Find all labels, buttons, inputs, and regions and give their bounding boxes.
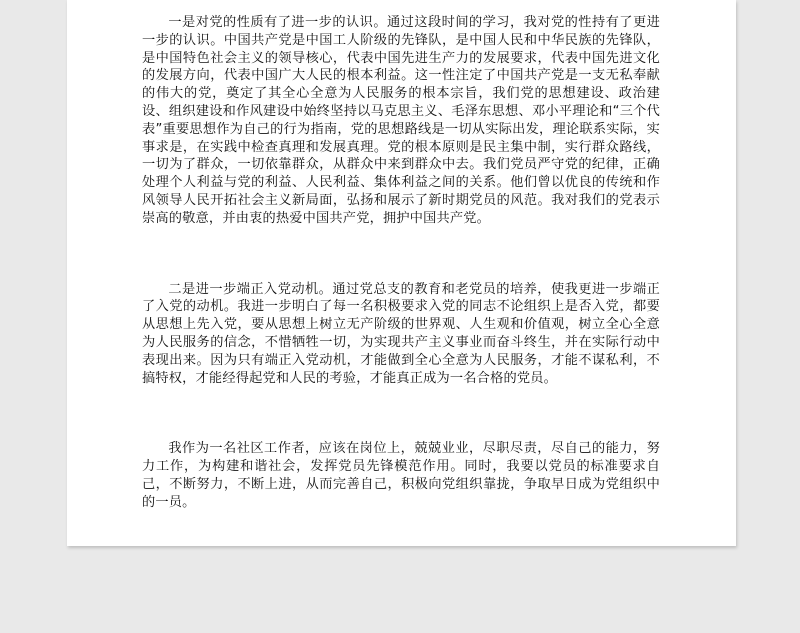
paragraph-party-nature: 一是对党的性质有了进一步的认识。通过这段时间的学习，我对党的性持有了更进一步的认识。中国共产党是中国工人阶级的先锋队，是中国人民和中华民族的先锋队，是中国特色社会主义的领导核心，代表中国先进生产力的发展要求，代表中国先进文化的发展方向，代表中国广大人民的根本利益。这一性注定了中国共产党是一支无私奉献的伟大的党，奠定了其全心全意为人民服务的根本宗旨，我们党的思想建设、政治建设、组织建设和作风建设中始终坚持以马克思主义、毛泽东思想、邓小平理论和“三个代表”重要思想作为自己的行为指南，党的思想路线是一切从实际出发，理论联系实际，实事求是，在实践中检查真理和发展真理。党的根本原则是民主集中制，实行群众路线，一切为了群众，一切依靠群众，从群众中来到群众中去。我们党员严守党的纪律，正确处理个人利益与党的利益、人民利益、集体利益之间的关系。他们曾以优良的传统和作风领导人民开拓社会主义新局面，弘扬和展示了新时期党员的风范。我对我们的党表示崇高的敬意，并由衷的热爱中国共产党，拥护中国共产党。 [142,15,660,226]
document-body [142,14,660,512]
document-page [67,0,736,546]
paragraph-community-worker: 我作为一名社区工作者，应该在岗位上，兢兢业业，尽职尽责，尽自己的能力，努力工作，为构建和谐社会，发挥党员先锋模范作用。同时，我要以党员的标准要求自己，不断努力，不断上进，从而完善自己，积极向党组织靠拢，争取早日成为党组织中的一员。 [142,441,660,510]
paragraph-party-motivation: 二是进一步端正入党动机。通过党总支的教育和老党员的培养，使我更进一步端正了入党的动机。我进一步明白了每一名积极要求入党的同志不论组织上是否入党，都要从思想上先入党，要从思想上树立无产阶级的世界观、人生观和价值观，树立全心全意为人民服务的信念，不惜牺牲一切，为实现共产主义事业而奋斗终生，并在实际行动中表现出来。因为只有端正入党动机，才能做到全心全意为人民服务，才能不谋私利，不搞特权，才能经得起党和人民的考验，才能真正成为一名合格的党员。 [142,281,660,386]
